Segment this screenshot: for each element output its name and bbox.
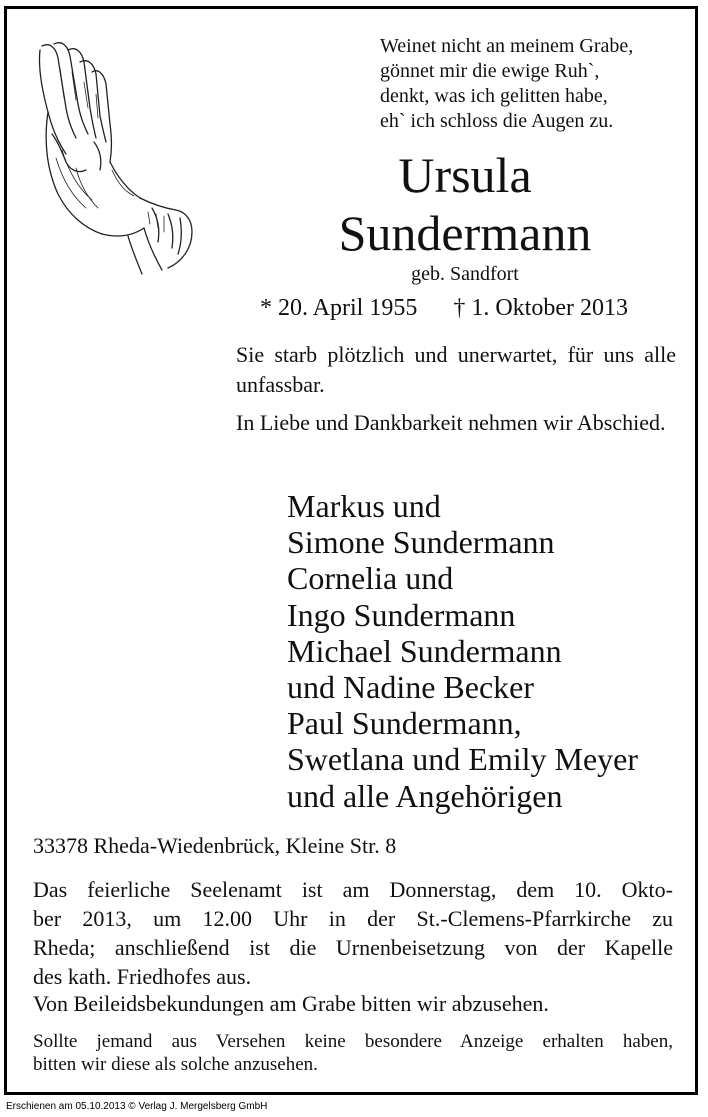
- poem-line: denkt, was ich gelitten habe,: [380, 85, 608, 107]
- mourner-line: Markus und: [287, 488, 441, 524]
- mass-line: ber 2013, um 12.00 Uhr in der St.-Clemens-Pfarrkirche zu: [33, 906, 673, 931]
- mourner-line: Cornelia und: [287, 560, 454, 597]
- mourner-line: und Nadine Becker: [287, 669, 535, 706]
- poem-line: Weinet nicht an meinem Grabe,: [380, 35, 634, 57]
- mourner-line: Simone Sundermann: [287, 524, 555, 561]
- farewell-sentence: In Liebe und Dankbarkeit nehmen wir Abschied.: [236, 410, 666, 435]
- poem-line: gönnet mir die ewige Ruh`,: [380, 60, 600, 82]
- poem-line: eh` ich schloss die Augen zu.: [380, 110, 614, 132]
- birth-date: * 20. April 1955: [260, 295, 418, 321]
- mourners-list: [287, 488, 638, 814]
- mourner-line: Paul Sundermann,: [287, 705, 522, 742]
- deceased-first-name: Ursula: [398, 147, 532, 203]
- life-dates: [260, 294, 628, 322]
- death-date: † 1. Oktober 2013: [453, 295, 628, 321]
- mass-line: des kath. Friedhofes aus.: [33, 964, 252, 989]
- family-address: 33378 Rheda-Wiedenbrück, Kleine Str. 8: [33, 833, 397, 858]
- condolence-request: [33, 989, 673, 1018]
- intro-sentence: Sie starb plötzlich und unerwartet, für uns alle unfassbar.: [236, 342, 676, 397]
- mourner-line: Ingo Sundermann: [287, 596, 516, 633]
- condolence-line: Von Beileidsbekundungen am Grabe bitten wir abzusehen.: [33, 991, 549, 1016]
- notice-line: Sollte jemand aus Versehen keine besondere Anzeige erhalten haben,: [33, 1031, 673, 1052]
- deceased-last-name: Sundermann: [338, 205, 592, 261]
- praying-hands-icon: [32, 38, 197, 276]
- mourner-line: Swetlana und Emily Meyer: [287, 741, 639, 778]
- notice-text: [33, 1030, 673, 1076]
- publisher-footer: Erschienen am 05.10.2013 © Verlag J. Mergelsberg GmbH: [6, 1101, 268, 1112]
- mourner-line: Michael Sundermann: [287, 632, 562, 669]
- mourner-line: und alle Angehörigen: [287, 777, 563, 814]
- mass-line: Das feierliche Seelenamt ist am Donnerstag, dem 10. Okto-: [33, 877, 673, 902]
- funeral-mass-info: [33, 875, 673, 991]
- mass-line: Rheda; anschließend ist die Urnenbeisetzung von der Kapelle: [33, 935, 673, 960]
- deceased-maiden-name: geb. Sandfort: [411, 263, 519, 285]
- notice-line: bitten wir diese als solche anzusehen.: [33, 1054, 318, 1075]
- poem: [380, 34, 633, 134]
